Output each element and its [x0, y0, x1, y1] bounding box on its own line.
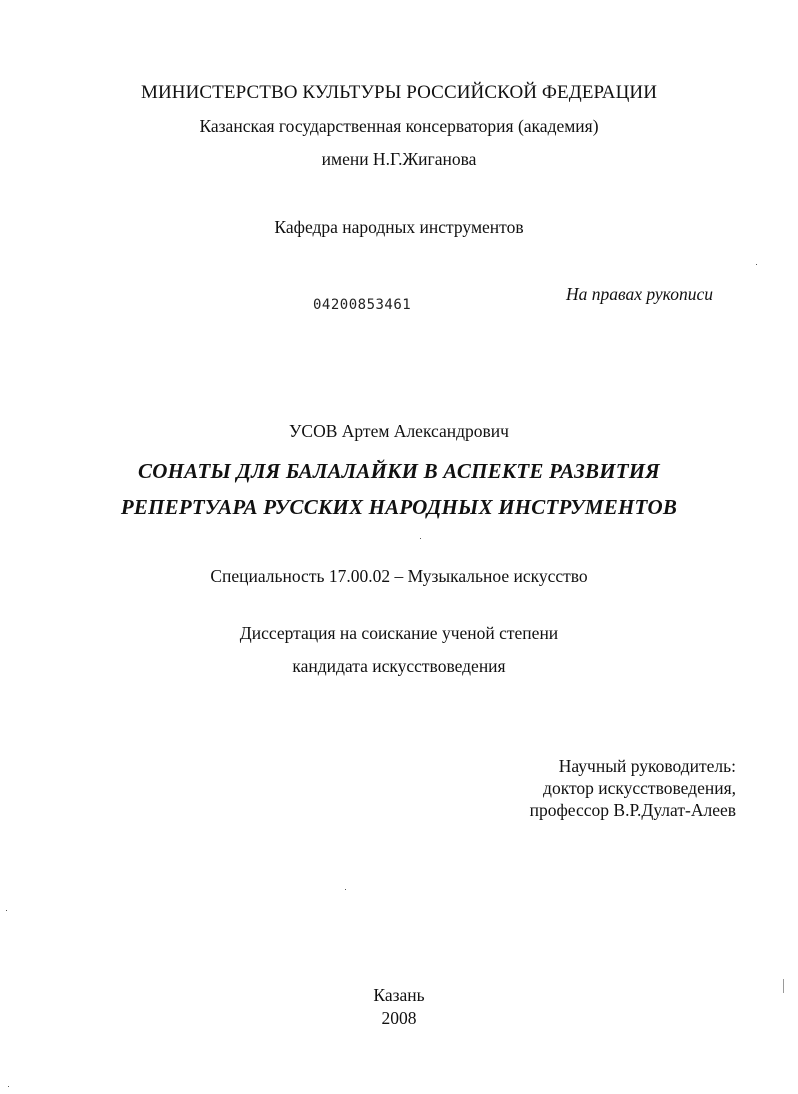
dissertation-title-line-2: РЕПЕРТУАРА РУССКИХ НАРОДНЫХ ИНСТРУМЕНТОВ — [120, 495, 678, 519]
scan-speck — [756, 264, 757, 265]
degree-line-1: Диссертация на соискание ученой степени — [239, 623, 559, 643]
institution-named-after: имени Н.Г.Жиганова — [321, 149, 477, 169]
supervisor-degree: доктор искусствоведения, — [543, 778, 736, 798]
manuscript-rights-note: На правах рукописи — [566, 284, 713, 304]
scan-speck — [8, 1086, 9, 1087]
supervisor-name: профессор В.Р.Дулат-Алеев — [529, 800, 736, 820]
scan-speck — [420, 538, 421, 539]
department-name: Кафедра народных инструментов — [274, 217, 524, 237]
scan-edge-mark — [783, 979, 784, 993]
ministry-heading: МИНИСТЕРСТВО КУЛЬТУРЫ РОССИЙСКОЙ ФЕДЕРАЦИИ — [140, 82, 658, 103]
catalog-number-stamp: 04200853461 — [313, 297, 412, 313]
degree-line-2: кандидата искусствоведения — [292, 656, 506, 676]
institution-name: Казанская государственная консерватория (академия) — [199, 116, 599, 136]
author-name: УСОВ Артем Александрович — [289, 421, 509, 441]
year: 2008 — [381, 1008, 417, 1028]
city-name: Казань — [373, 985, 425, 1005]
scan-speck — [345, 889, 346, 890]
dissertation-title-line-1: СОНАТЫ ДЛЯ БАЛАЛАЙКИ В АСПЕКТЕ РАЗВИТИЯ — [138, 459, 660, 483]
scan-speck — [6, 910, 7, 911]
supervisor-role: Научный руководитель: — [558, 756, 736, 776]
specialty-line: Специальность 17.00.02 – Музыкальное искусство — [210, 566, 588, 586]
